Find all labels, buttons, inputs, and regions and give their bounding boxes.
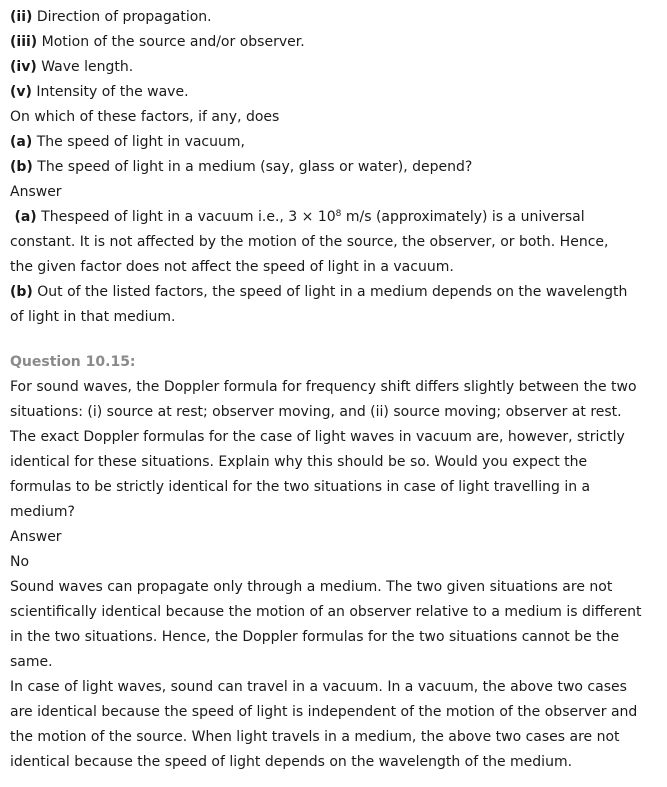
answer-b-line [10,280,660,305]
option-text: Direction of propagation. [36,9,212,25]
option-label: (iv) [10,59,37,75]
option-label: (iii) [10,34,38,50]
question-line: identical for these situations. Explain why this should be so. Would you expect the [10,454,588,470]
option-text: Wave length. [41,59,134,75]
subquestion-label: (a) [10,134,33,150]
answer-paragraph-line: the motion of the source. When light travels in a medium, the above two cases are not [10,729,620,745]
document-page [10,5,660,775]
answer-paragraph-line: scientifically identical because the motion of an observer relative to a medium is different [10,604,642,620]
answer-b-text: Out of the listed factors, the speed of light in a medium depends on the wavelength [37,284,628,300]
section-gap [10,330,660,350]
answer-a-text-cont: m/s (approximately) is a universal [341,209,585,225]
answer-heading: Answer [10,529,62,545]
question-line: situations: (i) source at rest; observer moving, and (ii) source moving; observer at rest. [10,404,622,420]
subquestion-a [10,130,660,155]
question-heading: Question 10.15: [10,354,136,370]
answer-paragraph-line: Sound waves can propagate only through a medium. The two given situations are not [10,579,613,595]
answer-b-label: (b) [10,284,33,300]
subquestion-label: (b) [10,159,33,175]
option-text: Motion of the source and/or observer. [41,34,305,50]
option-item-iii [10,30,660,55]
option-item-v [10,80,660,105]
answer-a-text: Thespeed of light in a vacuum i.e., 3 × 10 [41,209,336,225]
question-line: The exact Doppler formulas for the case of light waves in vacuum are, however, strictly [10,429,625,445]
question-prompt: On which of these factors, if any, does [10,109,280,125]
answer-b-line: of light in that medium. [10,309,176,325]
option-text: Intensity of the wave. [36,84,189,100]
answer-heading: Answer [10,184,62,200]
question-line: formulas to be strictly identical for the two situations in case of light travelling in a [10,479,591,495]
option-item-ii [10,5,660,30]
option-label: (v) [10,84,32,100]
question-line: medium? [10,504,75,520]
answer-paragraph-line: In case of light waves, sound can travel in a vacuum. In a vacuum, the above two cases [10,679,627,695]
option-label: (ii) [10,9,33,25]
answer-a-line [10,205,660,230]
subquestion-text: The speed of light in a medium (say, glass or water), depend? [37,159,473,175]
question-line: For sound waves, the Doppler formula for frequency shift differs slightly between the two [10,379,637,395]
answer-a-label: (a) [14,209,37,225]
answer-paragraph-line: identical because the speed of light depends on the wavelength of the medium. [10,754,573,770]
answer-a-line: constant. It is not affected by the motion of the source, the observer, or both. Hence, [10,234,609,250]
subquestion-b [10,155,660,180]
answer-paragraph-line: in the two situations. Hence, the Doppler formulas for the two situations cannot be the [10,629,620,645]
answer-short: No [10,554,30,570]
answer-a-line: the given factor does not affect the speed of light in a vacuum. [10,259,454,275]
option-item-iv [10,55,660,80]
answer-paragraph-line: same. [10,654,53,670]
subquestion-text: The speed of light in vacuum, [36,134,245,150]
answer-paragraph-line: are identical because the speed of light is independent of the motion of the observer and [10,704,638,720]
exponent: 8 [335,209,342,219]
